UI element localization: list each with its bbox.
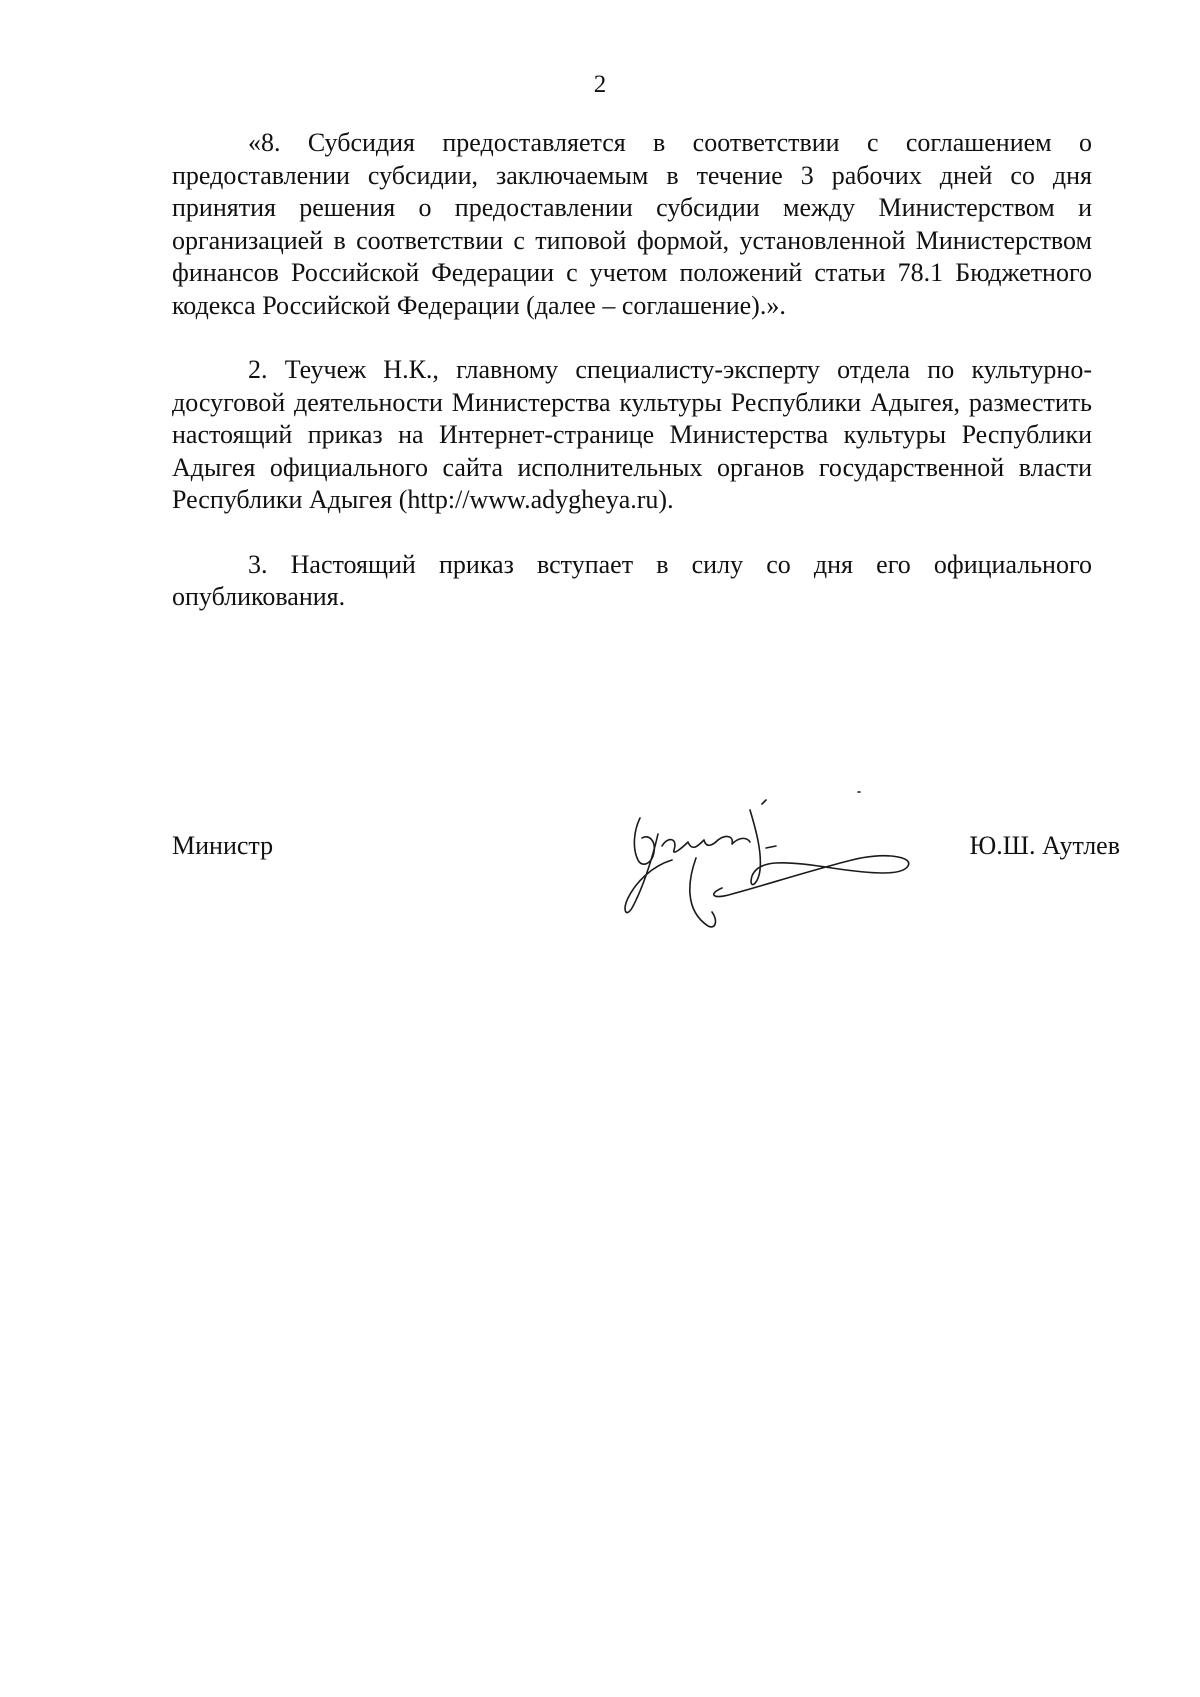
signature-block	[172, 790, 1120, 950]
signatory-name: Ю.Ш. Аутлев	[969, 831, 1120, 860]
paragraph-effective-date: 3. Настоящий приказ вступает в силу со дня его официального опубликования.	[172, 549, 1092, 611]
paragraph-subsidy-clause: «8. Субсидия предоставляется в соответствии с соглашением о предоставлении субсидии, заключаемым в течение 3 рабочих дней со дня принятия решения о предоставлении субсидии между Министерством и организацией в соответствии с типовой формой, установленной Министерством финансов Российской Федерации с учетом положений статьи 78.1 Бюджетного кодекса Российской Федерации (далее – соглашение).».	[172, 128, 1092, 320]
signatory-title: Министр	[172, 831, 274, 860]
paragraph-publication-order: 2. Теучеж Н.К., главному специалисту-эксперту отдела по культурно-досуговой деятельности Министерства культуры Республики Адыгея, разместить настоящий приказ на Интернет-странице Министерства культуры Республики Адыгея официального сайта исполнительных органов государственной власти Республики Адыгея (http://www.adygheya.ru).	[172, 355, 1092, 514]
document-body	[172, 127, 1092, 614]
page-number: 2	[593, 71, 607, 98]
